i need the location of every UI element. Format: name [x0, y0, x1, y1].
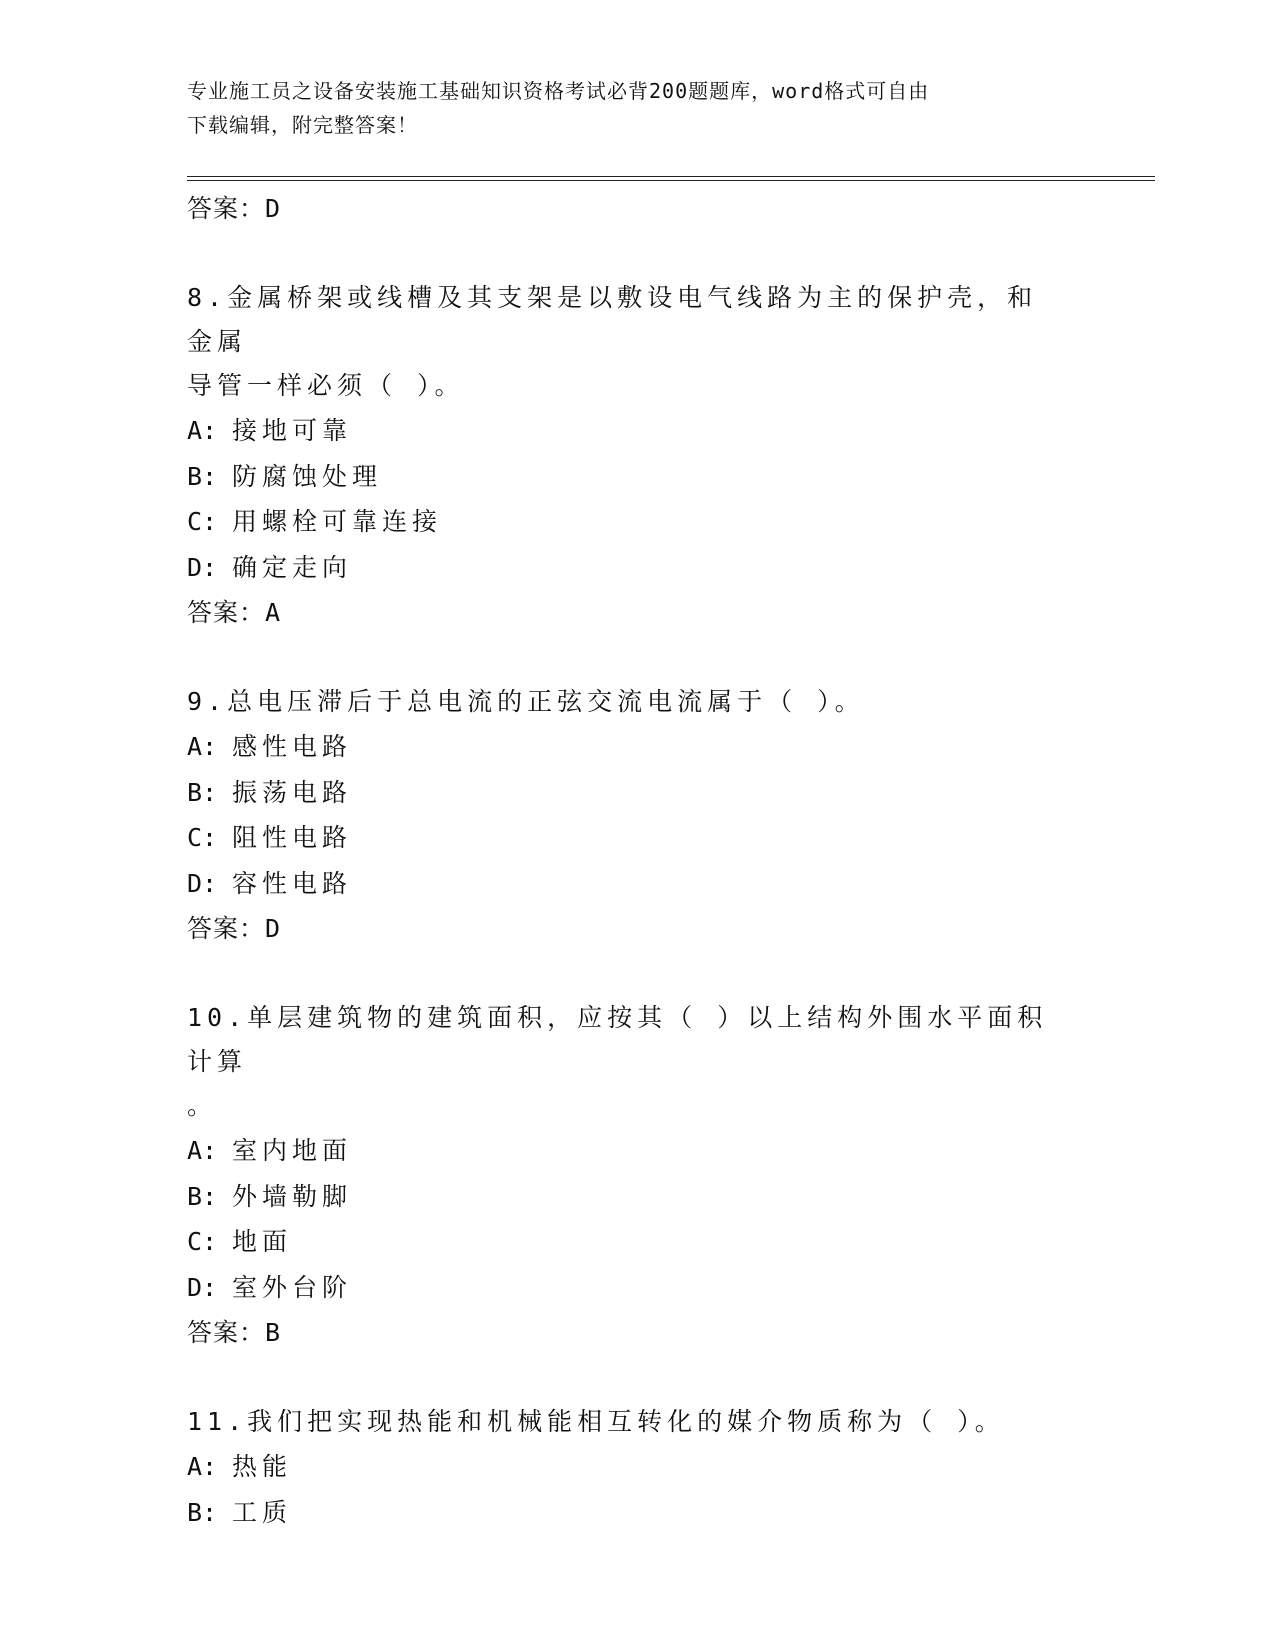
answer-label: 答案：D — [187, 194, 282, 223]
option-d: D: 容性电路 — [187, 868, 353, 898]
option-a: A: 室内地面 — [187, 1136, 353, 1165]
header-line-1: 专业施工员之设备安装施工基础知识资格考试必背200题题库，word格式可自由 — [187, 79, 930, 103]
question-block — [187, 1400, 1087, 1535]
answer-label: 答案：A — [187, 598, 282, 627]
question-text: 8.金属桥架或线槽及其支架是以敷设电气线路为主的保护壳，和金属 导管一样必须（ ）。 — [187, 283, 1038, 400]
question-block — [187, 996, 1087, 1356]
option-d: D: 室外台阶 — [187, 1272, 353, 1302]
option-a: A: 感性电路 — [187, 732, 353, 761]
question-text: 9.总电压滞后于总电流的正弦交流电流属于（ ）。 — [187, 687, 865, 716]
question-block — [187, 276, 1087, 636]
option-c: C: 用螺栓可靠连接 — [187, 507, 443, 536]
option-d: D: 确定走向 — [187, 552, 353, 582]
document-header — [187, 74, 1087, 142]
option-c: C: 阻性电路 — [187, 823, 353, 852]
option-b: B: 工质 — [187, 1497, 293, 1527]
question-text: 10.单层建筑物的建筑面积，应按其（ ）以上结构外围水平面积计算 。 — [187, 1003, 1048, 1120]
option-b: B: 振荡电路 — [187, 777, 353, 807]
option-c: C: 地面 — [187, 1227, 293, 1256]
question-block — [187, 680, 1087, 952]
answer-label: 答案：B — [187, 1318, 282, 1347]
option-a: A: 热能 — [187, 1452, 293, 1481]
answer-label: 答案：D — [187, 914, 282, 943]
option-b: B: 防腐蚀处理 — [187, 461, 383, 491]
header-line-2: 下载编辑，附完整答案！ — [187, 113, 418, 137]
question-list — [187, 186, 1087, 1535]
header-divider — [187, 176, 1155, 181]
question-text: 11.我们把实现热能和机械能相互转化的媒介物质称为（ ）。 — [187, 1407, 1005, 1436]
option-b: B: 外墙勒脚 — [187, 1181, 353, 1211]
option-a: A: 接地可靠 — [187, 416, 353, 445]
